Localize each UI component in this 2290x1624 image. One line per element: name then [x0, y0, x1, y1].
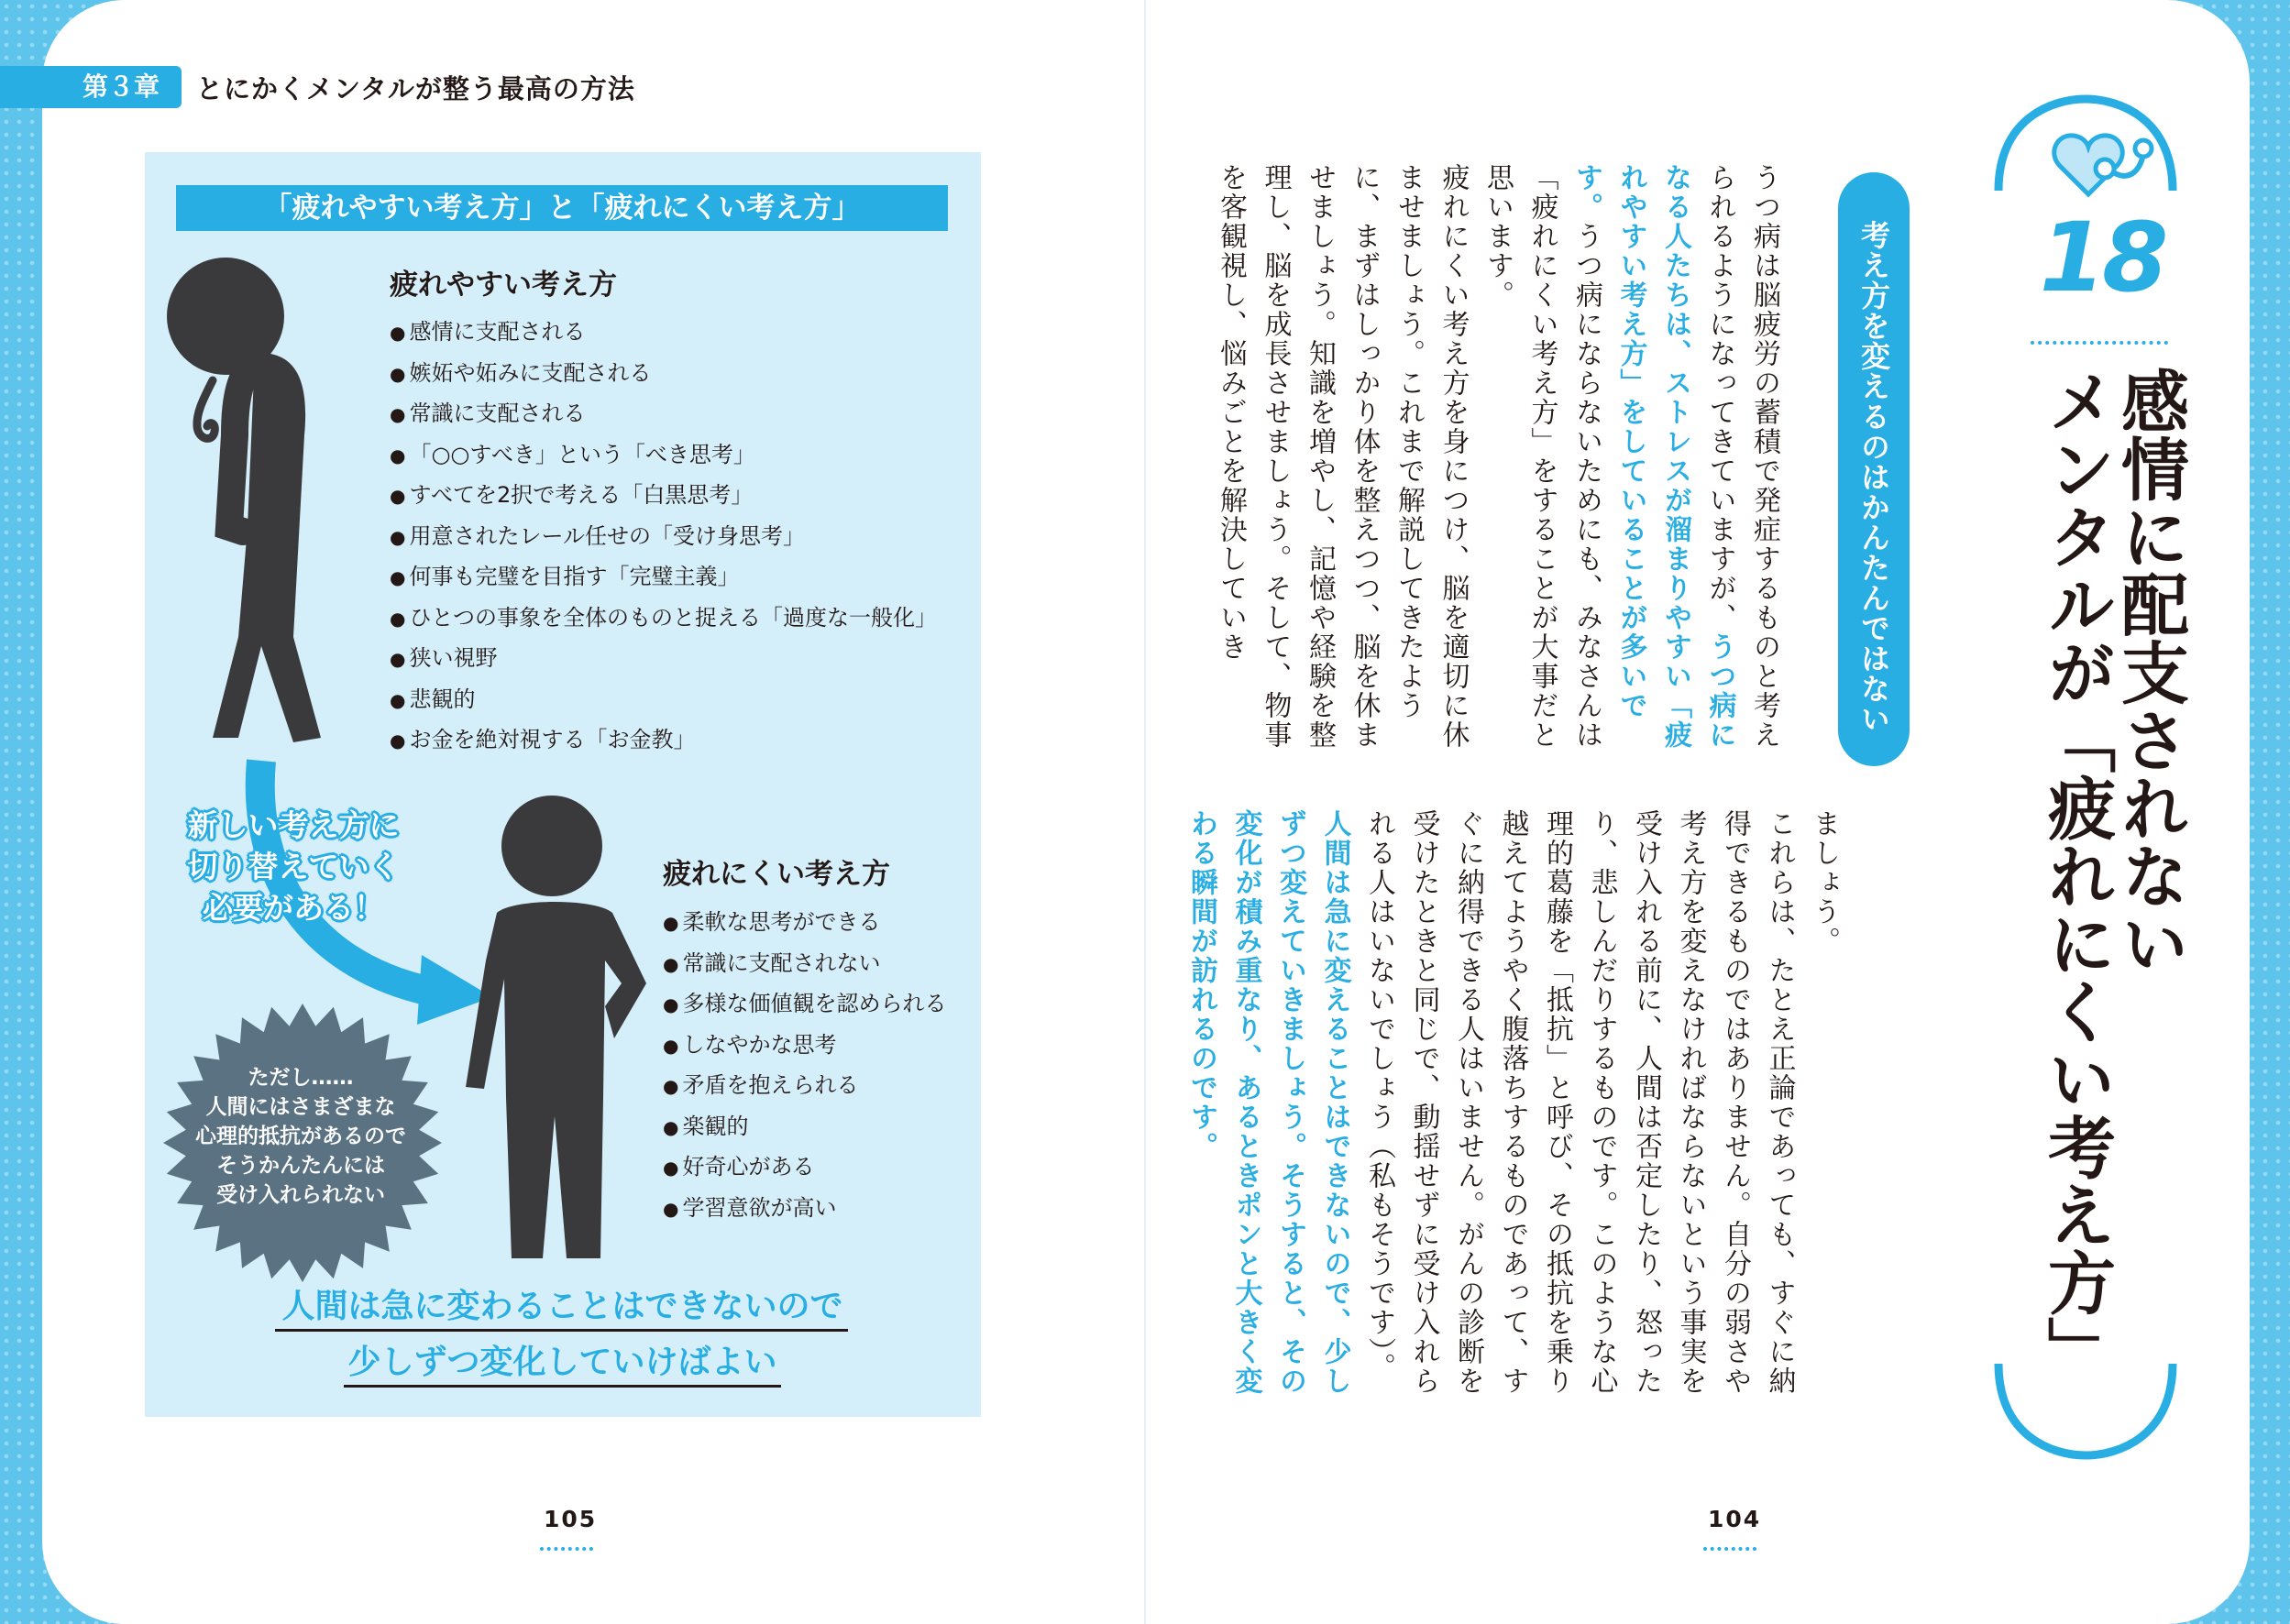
conclusion-text [271, 1278, 853, 1390]
burst-line: そうかんたんには [216, 1154, 385, 1178]
subtitle-pill: 考え方を変えるのはかんたんではない [1838, 172, 1910, 766]
confident-figure-icon [458, 796, 660, 1263]
burst-line: 人間にはさまざまな [205, 1095, 396, 1119]
tired-item: ● ひとつの事象を全体のものと捉える「過度な一般化」 [390, 598, 937, 639]
heart-stethoscope-icon [2052, 128, 2171, 202]
lesson-title [2003, 367, 2189, 1430]
untired-heading: 疲れにくい考え方 [663, 858, 890, 891]
page-number-dots [540, 1547, 593, 1551]
title-dots [2031, 341, 2168, 345]
tired-item: ● 何事も完璧を目指す「完璧主義」 [390, 556, 937, 598]
chapter-title: とにかくメンタルが整う最高の方法 [196, 72, 635, 104]
underline [275, 1329, 848, 1332]
tired-item: ● 悲観的 [390, 679, 937, 720]
tired-item: ● 感情に支配される [390, 312, 937, 353]
tired-item: ● お金を絶対視する「お金教」 [390, 719, 937, 761]
untired-item: ● 常識に支配されない [663, 943, 946, 984]
chapter-badge: 第３章 [0, 66, 182, 108]
tired-item: ● 狭い視野 [390, 638, 937, 679]
tired-item: ● すべてを2択で考える「白黒思考」 [390, 475, 937, 516]
tired-item: ● 嫉妬や妬みに支配される [390, 353, 937, 394]
untired-item: ● 多様な価値観を認められる [663, 983, 946, 1025]
body-paragraph: 疲れにくい考え方を身につけ、脳を適切に休ませましょう。これまで解説してきたように、まずはしっかり体を整えつつ、脳を休ませましょう。知識を増やし、記憶や経験を整理し、脳を成長させましょう。そして、物事を客観視し、悩みごとを解決していき [1215, 163, 1470, 750]
illustration-title: 「疲れやすい考え方」と「疲れにくい考え方」 [176, 185, 948, 231]
burst-text [163, 1063, 438, 1210]
untired-item: ● 柔軟な思考ができる [663, 902, 946, 943]
callout-line: 必要がある！ [203, 890, 384, 926]
lesson-number: 18 [2039, 202, 2165, 313]
body-paragraph: うつ病は脳疲労の蓄積で発症するものと考えられるようになってきていますが、 [1703, 163, 1780, 750]
untired-item: ● 学習意欲が高い [663, 1188, 946, 1229]
tired-heading: 疲れやすい考え方 [390, 269, 617, 302]
tired-figure-icon [156, 252, 339, 747]
lesson-title-line: 感情に配支されない [2110, 367, 2189, 977]
untired-item: ● 好奇心がある [663, 1147, 946, 1188]
page-number-dots [1703, 1547, 1756, 1551]
body-paragraph: ましょう。 [1808, 809, 1840, 956]
body-emphasis: 人間は急に変えることはできないので、少しずつ変えていきましょう。そうすると、その変化が積み重なり、あるときポンと大きく変わる瞬間が訪れるのです。 [1185, 809, 1351, 1396]
callout-line: 切り替えていく [187, 849, 400, 884]
conclusion-line: 少しずつ変化していけばよい [347, 1344, 777, 1381]
body-paragraph: うつ病にならないためにも、みなさんは「疲れにくい考え方」をすることが大事だと思います。 [1481, 163, 1602, 750]
callout-text [174, 805, 413, 928]
lesson-title-line: メンタルが「疲れにくい考え方」 [2037, 367, 2116, 1384]
tired-item: ● 常識に支配される [390, 393, 937, 434]
untired-item: ● 楽観的 [663, 1106, 946, 1147]
untired-item: ● しなやかな思考 [663, 1025, 946, 1066]
page-number-left: 105 [544, 1506, 598, 1532]
burst-line: 受け入れられない [216, 1183, 385, 1207]
burst-line: ただし…… [248, 1066, 354, 1090]
callout-line: 新しい考え方に [187, 807, 400, 843]
burst-line: 心理的抵抗があるので [195, 1125, 406, 1148]
body-text-bottom [1179, 809, 1846, 1414]
book-spine [1144, 0, 1146, 1624]
body-paragraph: これらは、たとえ正論であっても、すぐに納得できるものではありません。自分の弱さや考え方を変えなければならないという事実を受け入れる前に、人間は否定したり、怒ったり、悲しんだりするものです。このような心理的葛藤を「抵抗」と呼び、その抵抗を乗り越えてようやく腹落ちするものであって、すぐに納得できる人はいません。がんの診断を受けたときと同じで、動揺せずに受け入れられる人はいないでしょう（私もそうです）。 [1363, 809, 1796, 1396]
page-number-right: 104 [1708, 1506, 1762, 1532]
body-emphasis: うつ病になる人たちは、ストレスが溜まりやすい「疲れやすい考え方」をしていることが多いです。 [1570, 163, 1736, 750]
tired-list [390, 312, 937, 761]
tired-item: ● 用意されたレール任せの「受け身思考」 [390, 516, 937, 557]
tired-item: ● 「○○すべき」という「べき思考」 [390, 434, 937, 476]
conclusion-line: 人間は急に変わることはできないので [281, 1288, 843, 1325]
chapter-header [0, 64, 635, 110]
untired-item: ● 矛盾を抱えられる [663, 1065, 946, 1106]
underline [344, 1385, 781, 1388]
untired-list [663, 902, 946, 1228]
body-text-top [1208, 163, 1787, 763]
